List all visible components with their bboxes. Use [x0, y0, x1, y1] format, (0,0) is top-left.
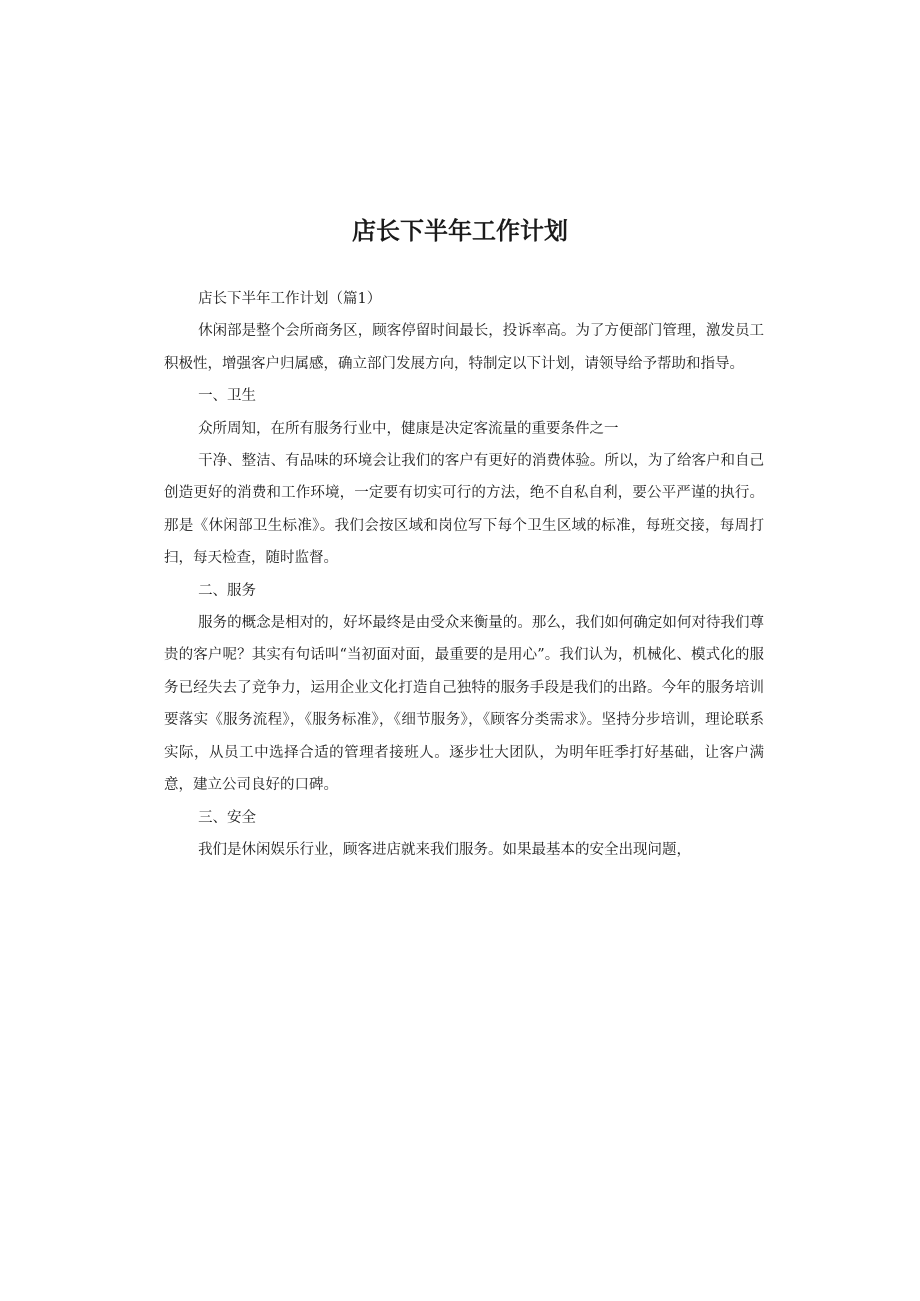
subtitle-paragraph: 店长下半年工作计划（篇1）: [198, 291, 382, 307]
section-heading-safety: 三、安全: [198, 809, 257, 826]
hygiene-paragraph-1: 众所周知，在所有服务行业中，健康是决定客流量的重要条件之一: [198, 420, 619, 437]
section-heading-hygiene: 一、卫生: [198, 388, 257, 405]
service-paragraph: 服务的概念是相对的，好坏最终是由受众来衡量的。那么，我们如何确定如何对待我们尊贵的客户呢？其实有句话叫“当初面对面，最重要的是用心”。我们认为，机械化、模式化的服务已经失去了竞争力，运用企业文化打造自己独特的服务手段是我们的出路。今年的服务培训要落实《服务流程》，《服务标准》，《细节服务》，《顾客分类需求》。坚持分步培训，理论联系实际，从员工中选择合适的管理者接班人。逐步壮大团队，为明年旺季打好基础，让客户满意，建立公司良好的口碑。: [164, 615, 764, 794]
section-heading-service: 二、服务: [198, 582, 257, 599]
hygiene-paragraph-2: 干净、整洁、有品味的环境会让我们的客户有更好的消费体验。所以，为了给客户和自己创造更好的消费和工作环境，一定要有切实可行的方法，绝不自私自利，要公平严谨的执行。那是《休闲部卫生标准》。我们会按区域和岗位写下每个卫生区域的标准，每班交接，每周打扫，每天检查，随时监督。: [164, 453, 764, 567]
safety-paragraph: 我们是休闲娱乐行业，顾客进店就来我们服务。如果最基本的安全出现问题，: [198, 841, 692, 858]
intro-paragraph: 休闲部是整个会所商务区，顾客停留时间最长，投诉率高。为了方便部门管理，激发员工积极性，增强客户归属感，确立部门发展方向，特制定以下计划，请领导给予帮助和指导。: [164, 323, 764, 372]
document-title: 店长下半年工作计划: [352, 217, 568, 245]
document-body: [164, 283, 764, 866]
